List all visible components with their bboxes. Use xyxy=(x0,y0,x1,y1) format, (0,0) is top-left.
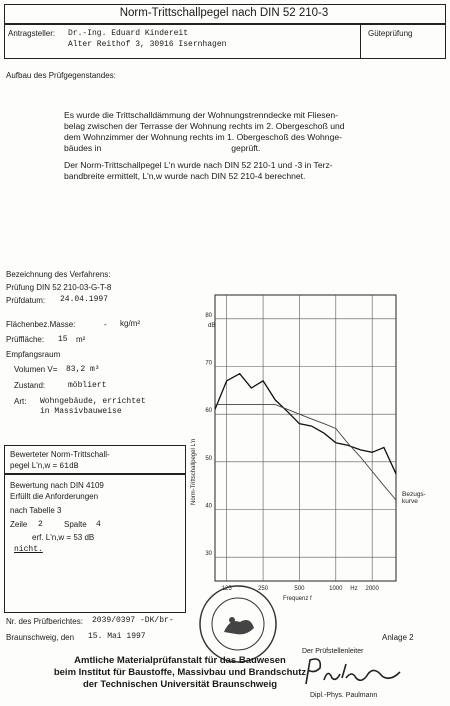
test-date-value: 24.04.1997 xyxy=(60,295,109,304)
header-divider xyxy=(360,23,361,58)
place-date-label: Braunschweig, den xyxy=(6,633,75,642)
document-title: Norm-Trittschallpegel nach DIN 52 210-3 xyxy=(119,7,329,19)
din4109-zeile-label: Zeile xyxy=(10,520,28,529)
structure-line: Der Norm-Trittschallpegel L'n wurde nach DIN 52 210-1 und -3 in Terz- xyxy=(64,160,333,170)
y-tick-label: 60 xyxy=(205,408,212,415)
area-label: Prüffläche: xyxy=(6,335,45,344)
rating-line2 xyxy=(10,461,79,471)
volume-value: 83,2 m³ xyxy=(66,365,100,374)
place-date-value: 15. Mai 1997 xyxy=(88,632,146,641)
din4109-requirement: erf. L'n,w = 53 dB xyxy=(32,533,95,542)
structure-line: bandbreite ermittelt, L'n,w wurde nach DIN 52 210-4 berechnet. xyxy=(64,171,306,181)
area-unit: m² xyxy=(76,335,86,344)
test-designation: Prüfung DIN 52 210-03-G-T-8 xyxy=(6,283,112,292)
institution-line2: beim Institut für Baustoffe, Massivbau und Brandschutz xyxy=(53,667,307,678)
quality-label: Güteprüfung xyxy=(368,29,413,38)
measured-curve xyxy=(215,374,396,474)
structure-line: dem Wohnzimmer der Wohnung rechts im 1. Obergeschoß des Wohnge- xyxy=(64,132,342,142)
structure-fragment: geprüft. xyxy=(231,143,261,153)
chart-frame xyxy=(215,295,396,581)
mass-value: - xyxy=(104,320,107,329)
x-tick-label: 125 xyxy=(221,586,232,592)
type-value-line2: in Massivbauweise xyxy=(40,407,122,416)
structure-label: Aufbau des Prüfgegenstandes: xyxy=(6,71,116,80)
x-tick-label: Hz xyxy=(350,586,358,592)
reference-curve-label: Bezugs-kurve xyxy=(402,491,426,505)
din4109-spalte-label: Spalte xyxy=(64,520,87,529)
din4109-result: nicht. xyxy=(14,545,43,554)
y-tick-label: 40 xyxy=(205,503,212,510)
institution-line1: Amtliche Materialprüfanstalt für das Bauwesen xyxy=(74,655,286,666)
rating-line1: Bewerteter Norm-Trittschall- xyxy=(10,450,110,459)
lead-label: Der Prüfstellenleiter xyxy=(302,648,364,655)
test-date-label: Prüfdatum: xyxy=(6,296,46,305)
signature xyxy=(300,654,410,690)
x-tick-label: 250 xyxy=(258,586,269,592)
din4109-line2: Erfüllt die Anforderungen xyxy=(10,492,99,501)
volume-label: Volumen V= xyxy=(14,365,58,374)
official-stamp xyxy=(196,582,280,666)
y-axis-unit: dB xyxy=(208,323,216,329)
room-label: Empfangsraum xyxy=(6,350,61,359)
report-number-value: 2039/0397 -DK/br- xyxy=(92,616,174,625)
type-value-line1: Wohngebäude, errichtet xyxy=(40,397,146,406)
y-tick-label: 70 xyxy=(205,360,212,367)
applicant-name: Dr.-Ing. Eduard Kindereit xyxy=(68,29,189,38)
y-tick-label: 30 xyxy=(205,551,212,558)
sound-level-chart xyxy=(188,285,410,605)
mass-unit: kg/m² xyxy=(120,319,140,328)
rating-value: 61dB xyxy=(59,462,79,471)
report-number-label: Nr. des Prüfberichtes: xyxy=(6,617,83,626)
type-label: Art: xyxy=(14,397,27,406)
y-tick-label: 80 xyxy=(205,312,212,319)
annex-label: Anlage 2 xyxy=(382,633,414,642)
state-label: Zustand: xyxy=(14,381,46,390)
din4109-title: Bewertung nach DIN 4109 xyxy=(10,481,104,490)
procedure-label: Bezeichnung des Verfahrens: xyxy=(6,270,111,279)
signer-name: Dipl.-Phys. Paulmann xyxy=(310,692,378,699)
x-tick-label: 1000 xyxy=(329,586,343,592)
structure-paragraph-1 xyxy=(64,110,394,154)
din4109-line3: nach Tabelle 3 xyxy=(10,506,62,515)
mass-label: Flächenbez.Masse: xyxy=(6,320,76,329)
x-tick-label: 2000 xyxy=(365,586,379,592)
structure-line xyxy=(64,143,394,154)
structure-line: Es wurde die Trittschalldämmung der Wohnungstrenndecke mit Fliesen- xyxy=(64,110,339,120)
y-tick-label: 50 xyxy=(205,455,212,462)
state-value: möbliert xyxy=(68,381,107,390)
applicant-address: Alter Reithof 3, 30916 Isernhagen xyxy=(68,40,227,49)
x-axis-label: Frequenz f xyxy=(283,596,312,602)
structure-line: belag zwischen der Terrasse der Wohnung rechts im 2. Obergeschoß und xyxy=(64,121,345,131)
reference-curve xyxy=(215,405,396,500)
area-value: 15 xyxy=(58,335,68,344)
rating-label: pegel L'n,w = xyxy=(10,461,58,470)
din4109-zeile-value: 2 xyxy=(38,520,43,529)
applicant-label: Antragsteller: xyxy=(8,29,56,38)
structure-fragment: bäudes in xyxy=(64,143,102,153)
din4109-spalte-value: 4 xyxy=(96,520,101,529)
institution-line3: der Technischen Universität Braunschweig xyxy=(82,679,278,690)
y-axis-label: Norm-Trittschallpegel L'n xyxy=(191,438,197,505)
structure-paragraph-2 xyxy=(64,160,394,182)
x-tick-label: 500 xyxy=(294,586,305,592)
